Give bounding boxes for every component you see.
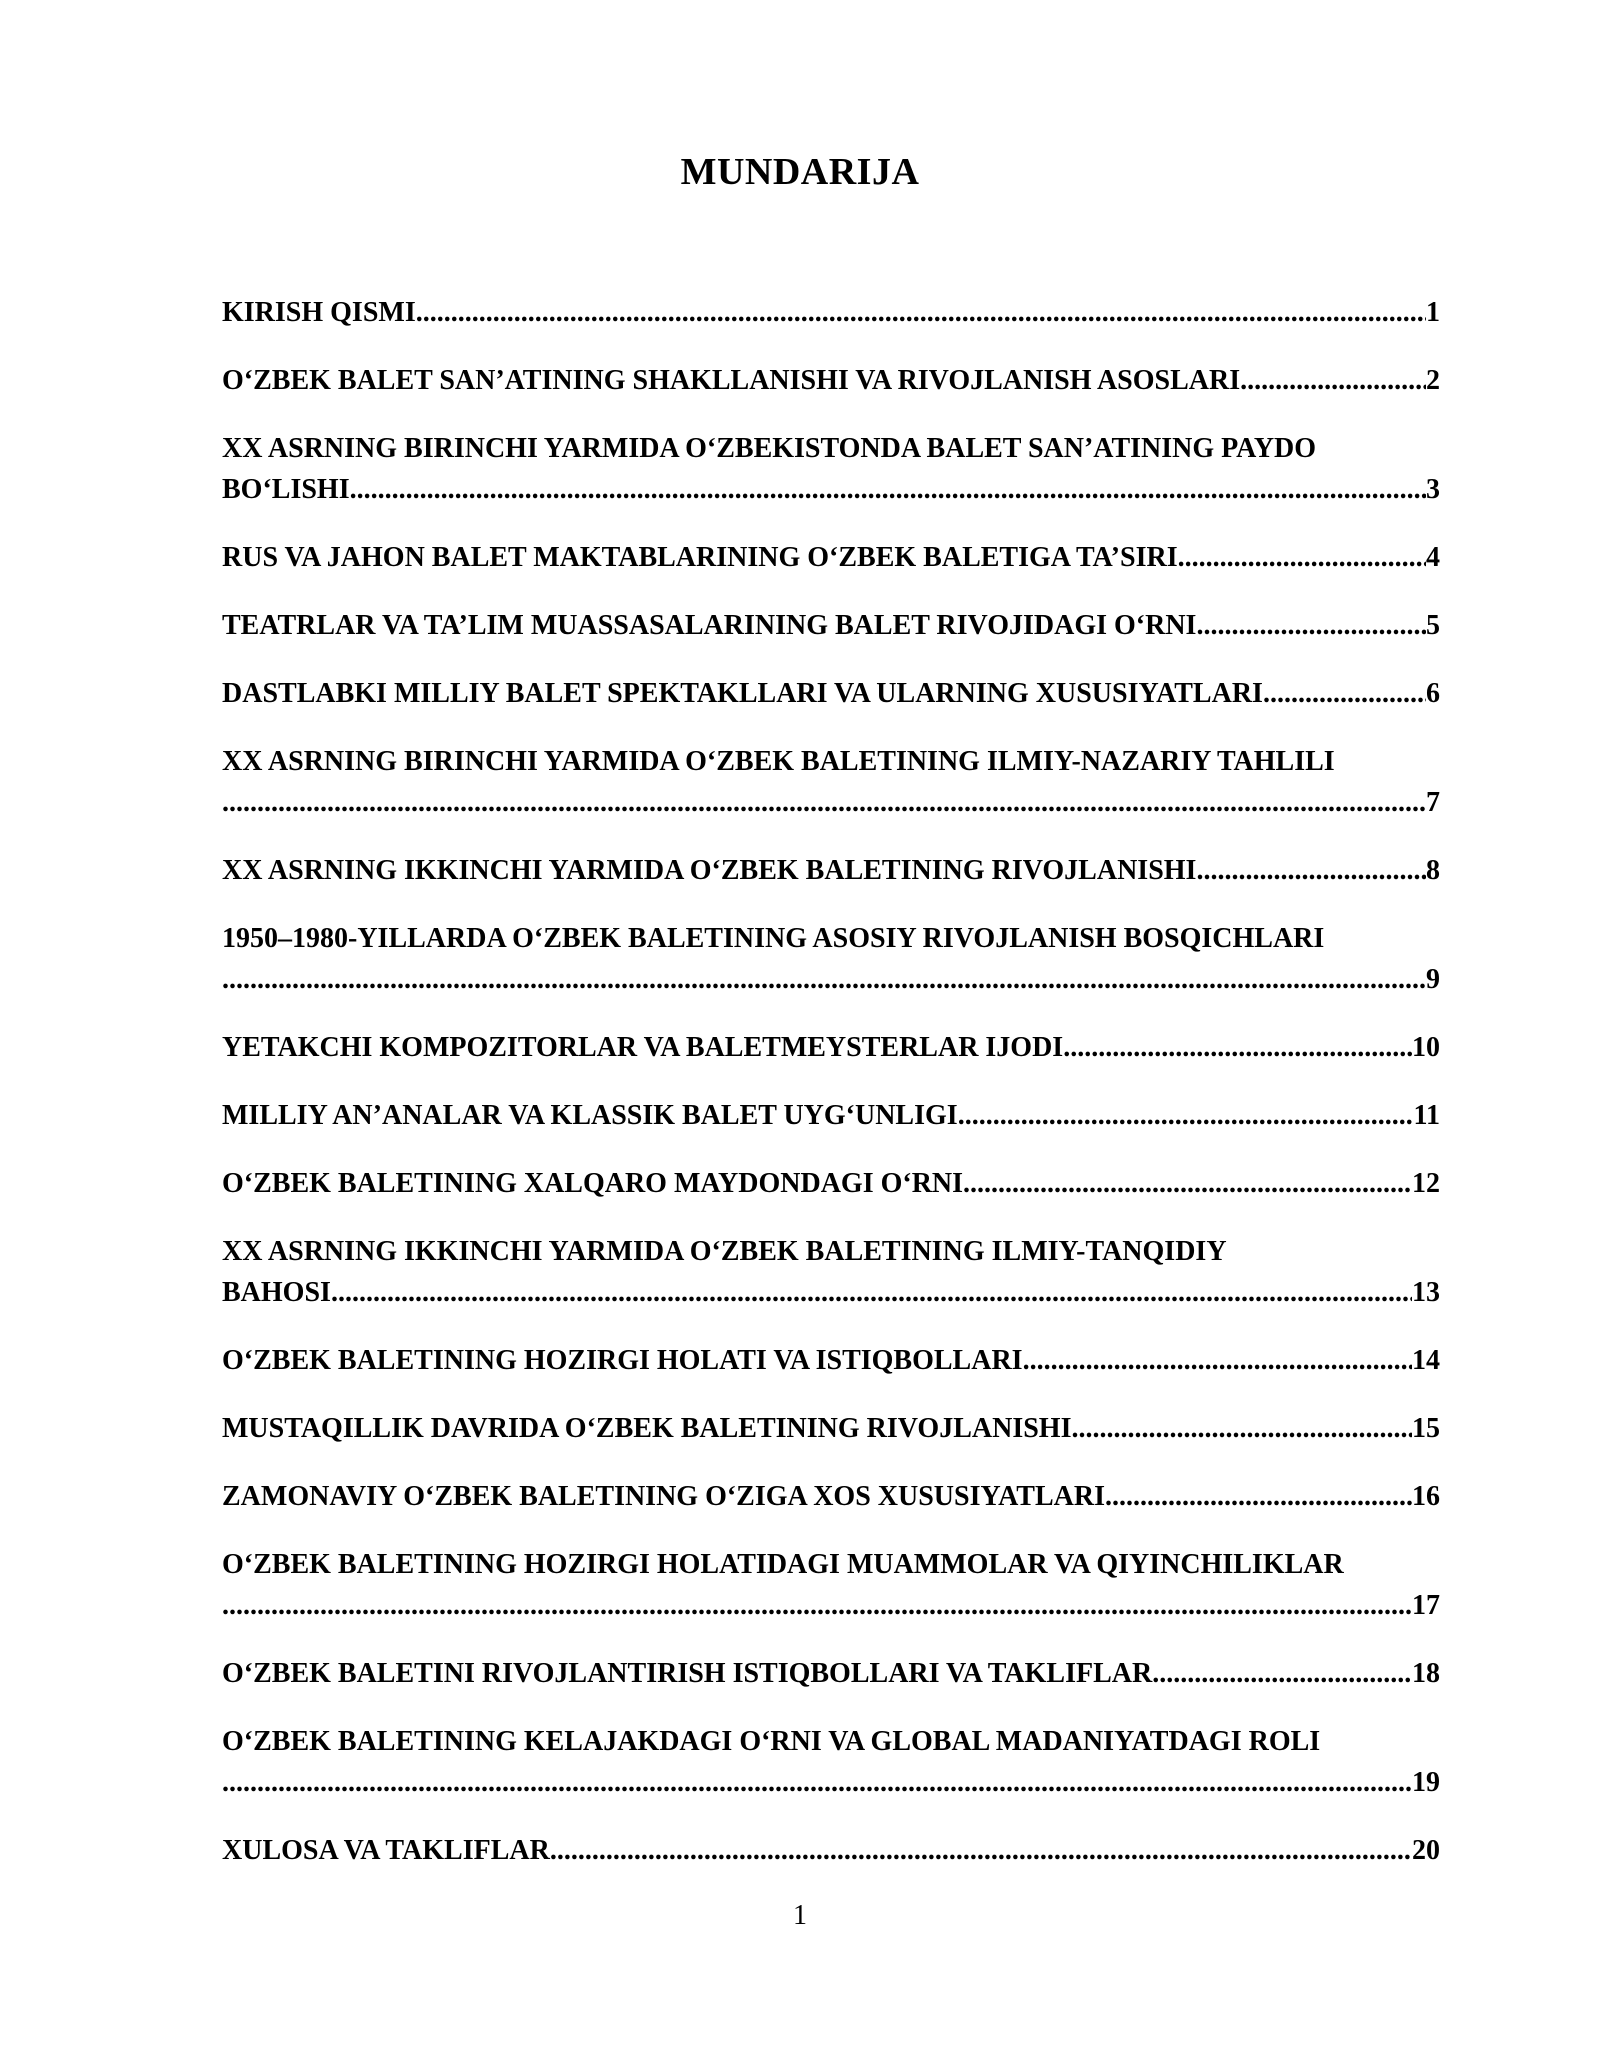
toc-entry-line	[222, 537, 1440, 578]
toc-entry-line	[222, 1163, 1440, 1204]
toc-entry-page-number: 1	[1426, 297, 1440, 328]
dot-leader	[222, 959, 1426, 1000]
dot-leader	[1263, 673, 1426, 714]
toc-entry-title-line: O‘ZBEK BALETINING HOZIRGI HOLATIDAGI MUAMMOLAR VA QIYINCHILIKLAR	[222, 1549, 1344, 1580]
toc-entry-title-line: XX ASRNING BIRINCHI YARMIDA O‘ZBEKISTONDA BALET SAN’ATINING PAYDO	[222, 433, 1317, 464]
dot-leader	[1071, 1408, 1412, 1449]
toc-entry-page-number: 15	[1412, 1413, 1440, 1444]
dot-leader	[1063, 1027, 1412, 1068]
toc-entry[interactable]	[222, 428, 1440, 510]
toc-entry-title-line: XX ASRNING BIRINCHI YARMIDA O‘ZBEK BALETINING ILMIY-NAZARIY TAHLILI	[222, 746, 1335, 777]
toc-entry-title: MILLIY AN’ANALAR VA KLASSIK BALET UYG‘UNLIGI	[222, 1100, 958, 1131]
toc-entry-title-line: XX ASRNING IKKINCHI YARMIDA O‘ZBEK BALETINING ILMIY-TANQIDIY	[222, 1236, 1227, 1267]
toc-entry[interactable]	[222, 1653, 1440, 1694]
toc-entry-line	[222, 1272, 1440, 1313]
toc-entry-title: DASTLABKI MILLIY BALET SPEKTAKLLARI VA ULARNING XUSUSIYATLARI	[222, 678, 1263, 709]
toc-entry[interactable]	[222, 605, 1440, 646]
toc-entry-title: O‘ZBEK BALETINING HOZIRGI HOLATI VA ISTIQBOLLARI	[222, 1345, 1023, 1376]
toc-entry-line	[222, 1653, 1440, 1694]
toc-entry-title: XX ASRNING IKKINCHI YARMIDA O‘ZBEK BALETINING RIVOJLANISHI	[222, 855, 1197, 886]
toc-entry-title: XULOSA VA TAKLIFLAR	[222, 1835, 550, 1866]
page-number: 1	[793, 1900, 807, 1931]
table-of-contents	[222, 292, 1440, 1898]
toc-entry-line	[222, 292, 1440, 333]
dot-leader	[1023, 1340, 1412, 1381]
toc-entry[interactable]	[222, 1721, 1440, 1803]
toc-entry-page-number: 19	[1412, 1767, 1440, 1798]
dot-leader	[331, 1272, 1412, 1313]
dot-leader	[222, 1585, 1412, 1626]
toc-entry-line	[222, 1095, 1440, 1136]
toc-entry-page-number: 12	[1412, 1168, 1440, 1199]
toc-entry[interactable]	[222, 1163, 1440, 1204]
dot-leader	[222, 1762, 1412, 1803]
toc-entry-page-number: 20	[1412, 1835, 1440, 1866]
toc-entry-title: ZAMONAVIY O‘ZBEK BALETINING O‘ZIGA XOS XUSUSIYATLARI	[222, 1481, 1105, 1512]
toc-entry-line	[222, 1585, 1440, 1626]
toc-entry-title: BAHOSI	[222, 1277, 331, 1308]
toc-entry-title: O‘ZBEK BALETINI RIVOJLANTIRISH ISTIQBOLLARI VA TAKLIFLAR	[222, 1658, 1153, 1689]
toc-entry-title: YETAKCHI KOMPOZITORLAR VA BALETMEYSTERLAR IJODI	[222, 1032, 1064, 1063]
toc-entry[interactable]	[222, 292, 1440, 333]
toc-entry-title: BO‘LISHI	[222, 474, 350, 505]
toc-entry-page-number: 4	[1426, 542, 1440, 573]
toc-entry[interactable]	[222, 1340, 1440, 1381]
dot-leader	[1105, 1476, 1412, 1517]
toc-entry-title: MUSTAQILLIK DAVRIDA O‘ZBEK BALETINING RIVOJLANISHI	[222, 1413, 1072, 1444]
toc-entry-title: O‘ZBEK BALETINING XALQARO MAYDONDAGI O‘RNI	[222, 1168, 964, 1199]
toc-entry-line	[222, 469, 1440, 510]
toc-entry-title: KIRISH QISMI	[222, 297, 416, 328]
toc-entry-line	[222, 1762, 1440, 1803]
toc-entry-line	[222, 782, 1440, 823]
toc-entry-line	[222, 1830, 1440, 1871]
dot-leader	[1178, 537, 1426, 578]
toc-entry-line	[222, 959, 1440, 1000]
toc-entry-line	[222, 1340, 1440, 1381]
toc-entry-page-number: 14	[1412, 1345, 1440, 1376]
dot-leader	[350, 469, 1426, 510]
dot-leader	[550, 1830, 1412, 1871]
page-title: MUNDARIJA	[680, 151, 920, 193]
toc-entry[interactable]	[222, 741, 1440, 823]
toc-entry-line	[222, 1408, 1440, 1449]
toc-entry-page-number: 17	[1412, 1590, 1440, 1621]
toc-entry[interactable]	[222, 1544, 1440, 1626]
dot-leader	[1240, 360, 1426, 401]
toc-entry-line	[222, 673, 1440, 714]
toc-entry-line	[222, 605, 1440, 646]
toc-entry-page-number: 10	[1412, 1032, 1440, 1063]
toc-entry-title-line: 1950–1980-YILLARDA O‘ZBEK BALETINING ASOSIY RIVOJLANISH BOSQICHLARI	[222, 923, 1325, 954]
toc-entry[interactable]	[222, 1027, 1440, 1068]
toc-entry-line	[222, 850, 1440, 891]
toc-entry-page-number: 3	[1426, 474, 1440, 505]
dot-leader	[1196, 605, 1426, 646]
toc-entry-page-number: 9	[1426, 964, 1440, 995]
toc-entry-line	[222, 360, 1440, 401]
toc-entry[interactable]	[222, 1476, 1440, 1517]
dot-leader	[1152, 1653, 1412, 1694]
dot-leader	[963, 1163, 1412, 1204]
toc-entry-line	[222, 1027, 1440, 1068]
toc-entry-page-number: 16	[1412, 1481, 1440, 1512]
toc-entry-page-number: 18	[1412, 1658, 1440, 1689]
toc-entry-page-number: 13	[1412, 1277, 1440, 1308]
toc-entry-title-line: O‘ZBEK BALETINING KELAJAKDAGI O‘RNI VA GLOBAL MADANIYATDAGI ROLI	[222, 1726, 1321, 1757]
toc-entry-page-number: 7	[1426, 787, 1440, 818]
toc-entry-page-number: 2	[1426, 365, 1440, 396]
toc-entry[interactable]	[222, 1095, 1440, 1136]
dot-leader	[958, 1095, 1414, 1136]
toc-entry[interactable]	[222, 537, 1440, 578]
toc-entry-title: TEATRLAR VA TA’LIM MUASSASALARINING BALET RIVOJIDAGI O‘RNI	[222, 610, 1197, 641]
dot-leader	[1196, 850, 1426, 891]
toc-entry[interactable]	[222, 673, 1440, 714]
toc-entry[interactable]	[222, 850, 1440, 891]
toc-entry-title: O‘ZBEK BALET SAN’ATINING SHAKLLANISHI VA RIVOJLANISH ASOSLARI	[222, 365, 1241, 396]
toc-entry[interactable]	[222, 1408, 1440, 1449]
toc-entry-page-number: 5	[1426, 610, 1440, 641]
dot-leader	[416, 292, 1426, 333]
toc-entry[interactable]	[222, 918, 1440, 1000]
toc-entry[interactable]	[222, 1830, 1440, 1871]
toc-entry-page-number: 8	[1426, 855, 1440, 886]
toc-entry-page-number: 6	[1426, 678, 1440, 709]
toc-entry-page-number: 11	[1413, 1100, 1440, 1131]
toc-entry[interactable]	[222, 360, 1440, 401]
toc-entry[interactable]	[222, 1231, 1440, 1313]
dot-leader	[222, 782, 1426, 823]
toc-entry-line	[222, 1476, 1440, 1517]
toc-entry-title: RUS VA JAHON BALET MAKTABLARINING O‘ZBEK BALETIGA TA’SIRI	[222, 542, 1178, 573]
